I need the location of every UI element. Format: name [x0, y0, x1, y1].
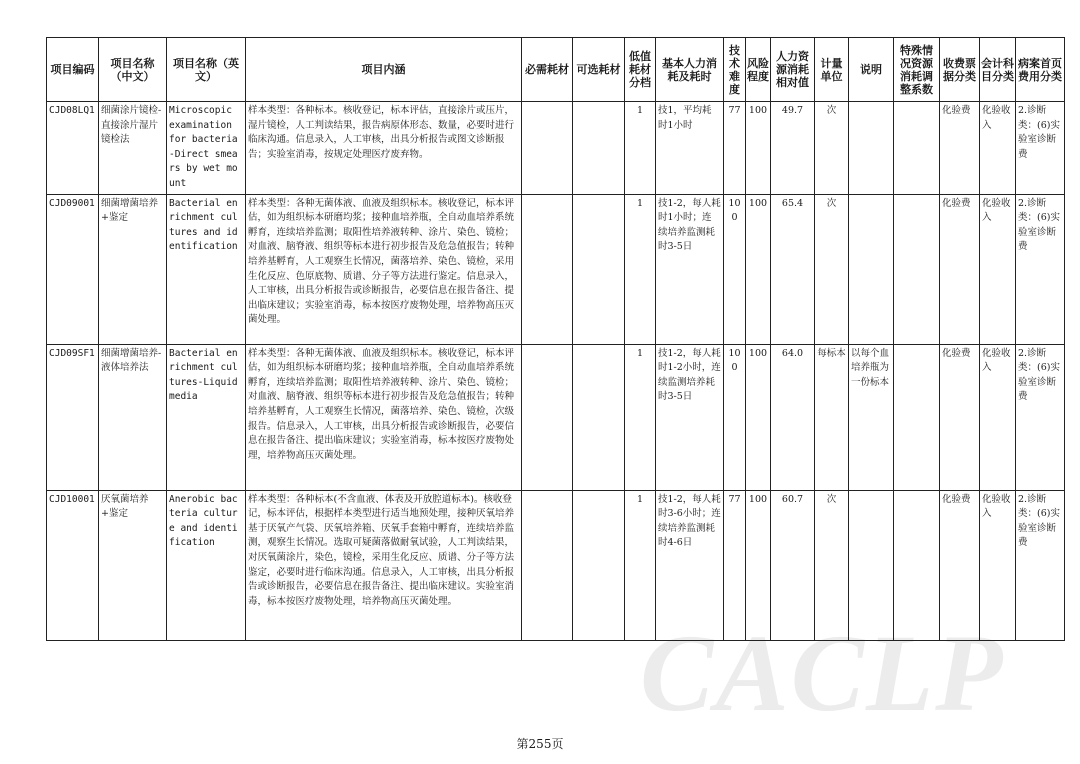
cell-acct: 化验收入 [980, 490, 1016, 640]
header-record: 病案首页费用分类 [1016, 38, 1065, 102]
cell-unit: 次 [815, 490, 849, 640]
cell-name-en: Bacterial enrichment cultures and identification [167, 194, 246, 344]
cell-acct: 化验收入 [980, 102, 1016, 195]
cell-risk: 100 [746, 490, 771, 640]
cell-unit: 次 [815, 194, 849, 344]
cell-name-en: Microscopic examination for bacteria-Direct smears by wet mount [167, 102, 246, 195]
cell-labor: 技1-2，每人耗时1小时；连续培养监测耗时3-5日 [656, 194, 724, 344]
cell-note [849, 102, 894, 195]
header-unit: 计量单位 [815, 38, 849, 102]
cell-labor-rel: 60.7 [771, 490, 815, 640]
cell-special [894, 102, 940, 195]
cell-special [894, 490, 940, 640]
cell-optional [573, 102, 625, 195]
table-row [47, 344, 1065, 490]
header-name-cn: 项目名称（中文） [99, 38, 167, 102]
cell-name-cn: 细菌增菌培养+鉴定 [99, 194, 167, 344]
header-low-value: 低值耗材分档 [625, 38, 656, 102]
table-row [47, 490, 1065, 640]
header-optional: 可选耗材 [573, 38, 625, 102]
cell-tech: 77 [724, 490, 746, 640]
cell-required [522, 344, 573, 490]
cell-special [894, 194, 940, 344]
header-code: 项目编码 [47, 38, 99, 102]
cell-tech: 100 [724, 194, 746, 344]
cell-risk: 100 [746, 102, 771, 195]
table-row [47, 194, 1065, 344]
header-acct: 会计科目分类 [980, 38, 1016, 102]
cell-note [849, 194, 894, 344]
cell-optional [573, 194, 625, 344]
cell-content: 样本类型：各种标本(不含血液、体表及开放腔道标本)。核收登记，标本评估，根据样本类型进行适当地预处理，接种厌氧培养基于厌氧产气袋、厌氧培养箱、厌氧手套箱中孵育，连续培养监测，观察生长情况。选取可疑菌落做耐氧试验，人工判读结果，对厌氧菌涂片，染色，镜检，采用生化反应、质谱、分子等方法鉴定，必要时进行临床沟通。信息录入，人工审核，出具分析报告或诊断报告，必要信息在报告备注、提出临床建议。实验室消毒，标本按医疗废物处理，培养物高压灭菌处理。 [246, 490, 522, 640]
cell-labor: 技1-2，每人耗时1-2小时，连续监测培养耗时3-5日 [656, 344, 724, 490]
cell-labor: 技1-2，每人耗时3-6小时；连续培养监测耗时4-6日 [656, 490, 724, 640]
cell-name-cn: 厌氧菌培养+鉴定 [99, 490, 167, 640]
cell-name-cn: 细菌增菌培养-液体培养法 [99, 344, 167, 490]
cell-labor-rel: 49.7 [771, 102, 815, 195]
cell-special [894, 344, 940, 490]
cell-labor-rel: 64.0 [771, 344, 815, 490]
cell-code: CJD10001 [47, 490, 99, 640]
header-note: 说明 [849, 38, 894, 102]
cell-low-value: 1 [625, 344, 656, 490]
cell-required [522, 490, 573, 640]
cell-note [849, 490, 894, 640]
header-fee: 收费票据分类 [940, 38, 980, 102]
cell-code: CJD08LQ1 [47, 102, 99, 195]
cell-low-value: 1 [625, 102, 656, 195]
header-tech: 技术难度 [724, 38, 746, 102]
header-special: 特殊情况资源消耗调整系数 [894, 38, 940, 102]
cell-tech: 100 [724, 344, 746, 490]
watermark: CACLP [640, 612, 1005, 734]
cell-code: CJD09001 [47, 194, 99, 344]
cell-risk: 100 [746, 194, 771, 344]
cell-name-cn: 细菌涂片镜检-直接涂片湿片镜检法 [99, 102, 167, 195]
cell-required [522, 102, 573, 195]
cell-content: 样本类型：各种标本。核收登记，标本评估，直接涂片或压片，湿片镜检，人工判读结果，报告病原体形态、数量，必要时进行临床沟通。信息录入，人工审核，出具分析报告或图文诊断报告；实验室消毒，按规定处理医疗废弃物。 [246, 102, 522, 195]
cell-record: 2.诊断类：(6)实验室诊断费 [1016, 102, 1065, 195]
cell-low-value: 1 [625, 490, 656, 640]
cell-record: 2.诊断类：(6)实验室诊断费 [1016, 344, 1065, 490]
table-header-row [47, 38, 1065, 102]
cell-risk: 100 [746, 344, 771, 490]
cell-name-en: Bacterial enrichment cultures-Liquid media [167, 344, 246, 490]
cell-unit: 次 [815, 102, 849, 195]
cell-required [522, 194, 573, 344]
cell-record: 2.诊断类：(6)实验室诊断费 [1016, 194, 1065, 344]
cell-optional [573, 344, 625, 490]
header-required: 必需耗材 [522, 38, 573, 102]
page-number: 第255页 [516, 737, 564, 751]
cell-content: 样本类型：各种无菌体液、血液及组织标本。核收登记，标本评估，如为组织标本研磨均浆；接种血培养瓶，全自动血培养系统孵育，连续培养监测；取阳性培养液转种、涂片、染色、镜检；对血液、脑脊液、组织等标本进行初步报告及危急值报告；转种培养基孵育，人工观察生长情况，菌落培养、染色、镜检，采用生化反应、色原底物、质谱、分子等方法进行鉴定。信息录入，人工审核，出具分析报告或诊断报告，必要信息在报告备注、提出临床建议；实验室消毒，标本按医疗废物处理，培养物高压灭菌处理。 [246, 194, 522, 344]
cell-name-en: Anerobic bacteria culture and identification [167, 490, 246, 640]
cell-fee: 化验费 [940, 344, 980, 490]
cell-acct: 化验收入 [980, 194, 1016, 344]
cell-unit: 每标本 [815, 344, 849, 490]
fee-item-table [46, 37, 1065, 641]
cell-fee: 化验费 [940, 490, 980, 640]
cell-code: CJD09SF1 [47, 344, 99, 490]
cell-optional [573, 490, 625, 640]
header-labor-rel: 人力资源消耗相对值 [771, 38, 815, 102]
header-content: 项目内涵 [246, 38, 522, 102]
cell-record: 2.诊断类：(6)实验室诊断费 [1016, 490, 1065, 640]
cell-fee: 化验费 [940, 102, 980, 195]
cell-low-value: 1 [625, 194, 656, 344]
table-row [47, 102, 1065, 195]
header-name-en: 项目名称（英文） [167, 38, 246, 102]
cell-note: 以每个血培养瓶为一份标本 [849, 344, 894, 490]
cell-fee: 化验费 [940, 194, 980, 344]
cell-labor-rel: 65.4 [771, 194, 815, 344]
cell-acct: 化验收入 [980, 344, 1016, 490]
cell-labor: 技1，平均耗时1小时 [656, 102, 724, 195]
cell-content: 样本类型：各种无菌体液、血液及组织标本。核收登记，标本评估，如为组织标本研磨均浆；接种血培养瓶，全自动血培养系统孵育，连续培养监测；取阳性培养液转种、涂片、染色、镜检；对血液、脑脊液、组织等标本进行初步报告及危急值报告；转种培养基孵育，人工观察生长情况，菌落培养、染色、镜检，次级报告。信息录入，人工审核，出具分析报告或诊断报告，必要信息在报告备注、提出临床建议；实验室消毒，标本按医疗废物处理，培养物高压灭菌处理。 [246, 344, 522, 490]
cell-tech: 77 [724, 102, 746, 195]
header-labor: 基本人力消耗及耗时 [656, 38, 724, 102]
header-risk: 风险程度 [746, 38, 771, 102]
